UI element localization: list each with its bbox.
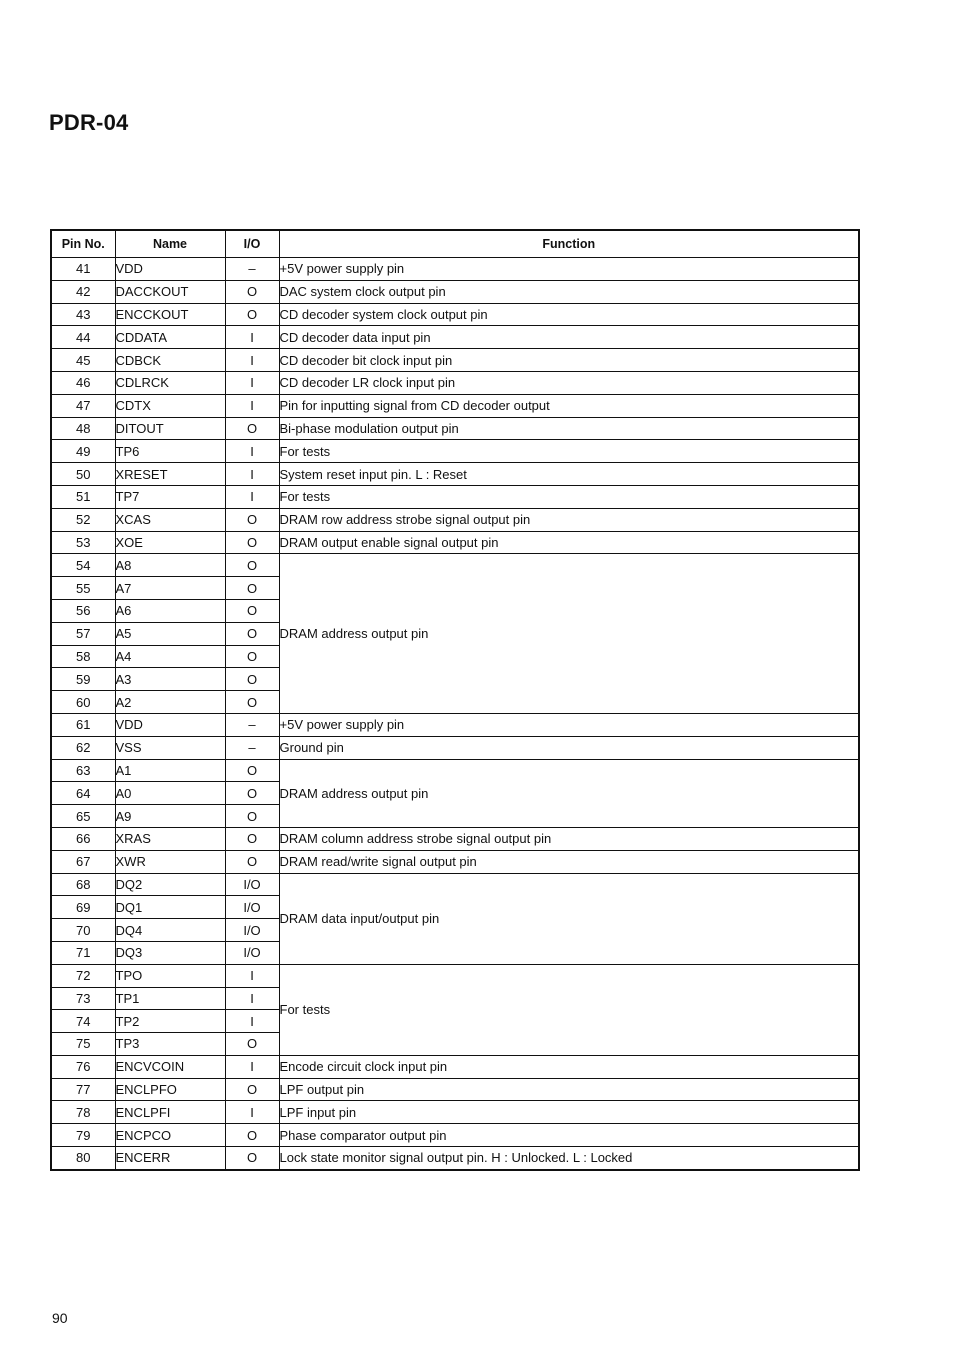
pin-function-cell: For tests xyxy=(279,485,859,508)
pin-number-cell: 48 xyxy=(51,417,115,440)
pin-number-cell: 68 xyxy=(51,873,115,896)
pin-function-cell: DRAM address output pin xyxy=(279,759,859,827)
table-body xyxy=(51,258,859,1170)
pin-function-cell: Encode circuit clock input pin xyxy=(279,1055,859,1078)
pin-number-cell: 69 xyxy=(51,896,115,919)
pin-io-cell: I xyxy=(225,485,279,508)
pin-number-cell: 73 xyxy=(51,987,115,1010)
pin-function-cell: Phase comparator output pin xyxy=(279,1124,859,1147)
pin-number-cell: 57 xyxy=(51,622,115,645)
pin-name-cell: A5 xyxy=(115,622,225,645)
pin-number-cell: 44 xyxy=(51,326,115,349)
table-row xyxy=(51,759,859,782)
table-row xyxy=(51,531,859,554)
pin-io-cell: I xyxy=(225,440,279,463)
pin-io-cell: O xyxy=(225,805,279,828)
pin-number-cell: 54 xyxy=(51,554,115,577)
table-row xyxy=(51,1078,859,1101)
table-row xyxy=(51,1124,859,1147)
pin-function-cell: DRAM row address strobe signal output pin xyxy=(279,508,859,531)
pin-name-cell: TP7 xyxy=(115,485,225,508)
pin-io-cell: O xyxy=(225,827,279,850)
pin-io-cell: I xyxy=(225,394,279,417)
pin-io-cell: O xyxy=(225,691,279,714)
table-row xyxy=(51,463,859,486)
pin-name-cell: ENCLPFO xyxy=(115,1078,225,1101)
pin-io-cell: I/O xyxy=(225,873,279,896)
pin-name-cell: XRAS xyxy=(115,827,225,850)
pin-io-cell: I xyxy=(225,1101,279,1124)
pin-function-cell: DRAM data input/output pin xyxy=(279,873,859,964)
pin-number-cell: 43 xyxy=(51,303,115,326)
pin-name-cell: TP2 xyxy=(115,1010,225,1033)
table-row xyxy=(51,280,859,303)
table-row xyxy=(51,417,859,440)
pin-function-cell: DAC system clock output pin xyxy=(279,280,859,303)
column-header-pin: Pin No. xyxy=(51,230,115,258)
pin-name-cell: A8 xyxy=(115,554,225,577)
pin-io-cell: O xyxy=(225,508,279,531)
pin-name-cell: XWR xyxy=(115,850,225,873)
page-title: PDR-04 xyxy=(49,110,129,135)
table-row xyxy=(51,485,859,508)
pin-io-cell: O xyxy=(225,1124,279,1147)
pin-io-cell: O xyxy=(225,759,279,782)
pin-function-cell: Lock state monitor signal output pin. H : Unlocked. L : Locked xyxy=(279,1147,859,1170)
pin-number-cell: 74 xyxy=(51,1010,115,1033)
pin-io-cell: I xyxy=(225,326,279,349)
pin-number-cell: 53 xyxy=(51,531,115,554)
pin-io-cell: O xyxy=(225,554,279,577)
pin-name-cell: XOE xyxy=(115,531,225,554)
pin-io-cell: O xyxy=(225,577,279,600)
pin-number-cell: 62 xyxy=(51,736,115,759)
pin-number-cell: 78 xyxy=(51,1101,115,1124)
pin-io-cell: I xyxy=(225,987,279,1010)
pin-number-cell: 66 xyxy=(51,827,115,850)
pin-number-cell: 56 xyxy=(51,599,115,622)
pin-io-cell: O xyxy=(225,850,279,873)
pin-io-cell: – xyxy=(225,736,279,759)
pin-function-cell: CD decoder LR clock input pin xyxy=(279,371,859,394)
pin-number-cell: 58 xyxy=(51,645,115,668)
pin-number-cell: 77 xyxy=(51,1078,115,1101)
pin-name-cell: DACCKOUT xyxy=(115,280,225,303)
table-row xyxy=(51,349,859,372)
pin-number-cell: 70 xyxy=(51,919,115,942)
pin-io-cell: – xyxy=(225,713,279,736)
pin-function-cell: CD decoder data input pin xyxy=(279,326,859,349)
pin-number-cell: 49 xyxy=(51,440,115,463)
table-row xyxy=(51,508,859,531)
pin-name-cell: A4 xyxy=(115,645,225,668)
pin-name-cell: VDD xyxy=(115,258,225,281)
pin-io-cell: I xyxy=(225,1055,279,1078)
table-row xyxy=(51,371,859,394)
pin-number-cell: 55 xyxy=(51,577,115,600)
table-row xyxy=(51,326,859,349)
pin-number-cell: 42 xyxy=(51,280,115,303)
table-row xyxy=(51,713,859,736)
table-row xyxy=(51,1147,859,1170)
pin-function-cell: DRAM address output pin xyxy=(279,554,859,714)
pin-name-cell: XRESET xyxy=(115,463,225,486)
pin-function-cell: Bi-phase modulation output pin xyxy=(279,417,859,440)
pin-number-cell: 79 xyxy=(51,1124,115,1147)
pin-function-cell: CD decoder bit clock input pin xyxy=(279,349,859,372)
pin-name-cell: CDBCK xyxy=(115,349,225,372)
pin-io-cell: O xyxy=(225,782,279,805)
pin-name-cell: CDDATA xyxy=(115,326,225,349)
pin-name-cell: DQ2 xyxy=(115,873,225,896)
pin-function-cell: For tests xyxy=(279,964,859,1055)
pin-io-cell: I xyxy=(225,349,279,372)
pin-number-cell: 76 xyxy=(51,1055,115,1078)
pin-number-cell: 71 xyxy=(51,941,115,964)
pin-name-cell: A9 xyxy=(115,805,225,828)
table-row xyxy=(51,440,859,463)
pin-number-cell: 45 xyxy=(51,349,115,372)
pin-name-cell: ENCPCO xyxy=(115,1124,225,1147)
pin-name-cell: TP6 xyxy=(115,440,225,463)
table-row xyxy=(51,303,859,326)
table-row xyxy=(51,850,859,873)
pin-number-cell: 63 xyxy=(51,759,115,782)
pin-number-cell: 47 xyxy=(51,394,115,417)
pin-io-cell: O xyxy=(225,1033,279,1056)
pin-number-cell: 41 xyxy=(51,258,115,281)
pin-name-cell: A6 xyxy=(115,599,225,622)
pin-io-cell: I/O xyxy=(225,896,279,919)
column-header-name: Name xyxy=(115,230,225,258)
pin-io-cell: O xyxy=(225,599,279,622)
pin-name-cell: XCAS xyxy=(115,508,225,531)
table-row xyxy=(51,1055,859,1078)
pin-name-cell: ENCERR xyxy=(115,1147,225,1170)
pin-io-cell: O xyxy=(225,417,279,440)
pin-name-cell: ENCLPFI xyxy=(115,1101,225,1124)
pin-name-cell: CDTX xyxy=(115,394,225,417)
pin-name-cell: DITOUT xyxy=(115,417,225,440)
pin-io-cell: O xyxy=(225,645,279,668)
page-number: 90 xyxy=(52,1310,68,1326)
pin-name-cell: A2 xyxy=(115,691,225,714)
column-header-io: I/O xyxy=(225,230,279,258)
pin-io-cell: I/O xyxy=(225,919,279,942)
pin-function-cell: +5V power supply pin xyxy=(279,258,859,281)
pin-number-cell: 61 xyxy=(51,713,115,736)
table-row xyxy=(51,394,859,417)
pin-function-cell: DRAM read/write signal output pin xyxy=(279,850,859,873)
pin-name-cell: A1 xyxy=(115,759,225,782)
pin-io-cell: O xyxy=(225,303,279,326)
pin-name-cell: DQ4 xyxy=(115,919,225,942)
pin-name-cell: DQ1 xyxy=(115,896,225,919)
pin-name-cell: VDD xyxy=(115,713,225,736)
table-row xyxy=(51,258,859,281)
pin-name-cell: DQ3 xyxy=(115,941,225,964)
pin-function-cell: System reset input pin. L : Reset xyxy=(279,463,859,486)
pin-number-cell: 46 xyxy=(51,371,115,394)
pin-io-cell: O xyxy=(225,531,279,554)
pin-function-cell: LPF output pin xyxy=(279,1078,859,1101)
pin-name-cell: ENCCKOUT xyxy=(115,303,225,326)
table-row xyxy=(51,827,859,850)
pin-io-cell: O xyxy=(225,1147,279,1170)
pin-name-cell: A0 xyxy=(115,782,225,805)
pin-number-cell: 59 xyxy=(51,668,115,691)
pin-io-cell: I xyxy=(225,463,279,486)
pin-number-cell: 72 xyxy=(51,964,115,987)
pin-name-cell: TP3 xyxy=(115,1033,225,1056)
pin-io-cell: O xyxy=(225,622,279,645)
pin-number-cell: 80 xyxy=(51,1147,115,1170)
pin-function-cell: Pin for inputting signal from CD decoder output xyxy=(279,394,859,417)
pin-function-cell: +5V power supply pin xyxy=(279,713,859,736)
pin-io-cell: I/O xyxy=(225,941,279,964)
pin-io-cell: I xyxy=(225,371,279,394)
pin-name-cell: CDLRCK xyxy=(115,371,225,394)
pin-function-cell: Ground pin xyxy=(279,736,859,759)
pin-name-cell: ENCVCOIN xyxy=(115,1055,225,1078)
pin-name-cell: A3 xyxy=(115,668,225,691)
pin-io-cell: I xyxy=(225,1010,279,1033)
pin-number-cell: 51 xyxy=(51,485,115,508)
pin-io-cell: O xyxy=(225,280,279,303)
pin-number-cell: 64 xyxy=(51,782,115,805)
column-header-function: Function xyxy=(279,230,859,258)
pin-name-cell: VSS xyxy=(115,736,225,759)
pin-io-cell: – xyxy=(225,258,279,281)
pin-function-cell: For tests xyxy=(279,440,859,463)
table-row xyxy=(51,736,859,759)
pin-function-cell: DRAM column address strobe signal output pin xyxy=(279,827,859,850)
pin-number-cell: 52 xyxy=(51,508,115,531)
table-header-row xyxy=(51,230,859,258)
table-row xyxy=(51,873,859,896)
table-row xyxy=(51,964,859,987)
pin-name-cell: TPO xyxy=(115,964,225,987)
pin-number-cell: 60 xyxy=(51,691,115,714)
table-row xyxy=(51,554,859,577)
pin-function-cell: DRAM output enable signal output pin xyxy=(279,531,859,554)
pin-io-cell: O xyxy=(225,668,279,691)
pin-io-cell: O xyxy=(225,1078,279,1101)
pin-function-cell: CD decoder system clock output pin xyxy=(279,303,859,326)
pin-number-cell: 65 xyxy=(51,805,115,828)
pin-number-cell: 50 xyxy=(51,463,115,486)
pin-function-table xyxy=(50,229,860,1171)
table-row xyxy=(51,1101,859,1124)
pin-io-cell: I xyxy=(225,964,279,987)
pin-name-cell: A7 xyxy=(115,577,225,600)
pin-function-cell: LPF input pin xyxy=(279,1101,859,1124)
pin-name-cell: TP1 xyxy=(115,987,225,1010)
pin-number-cell: 67 xyxy=(51,850,115,873)
pin-number-cell: 75 xyxy=(51,1033,115,1056)
